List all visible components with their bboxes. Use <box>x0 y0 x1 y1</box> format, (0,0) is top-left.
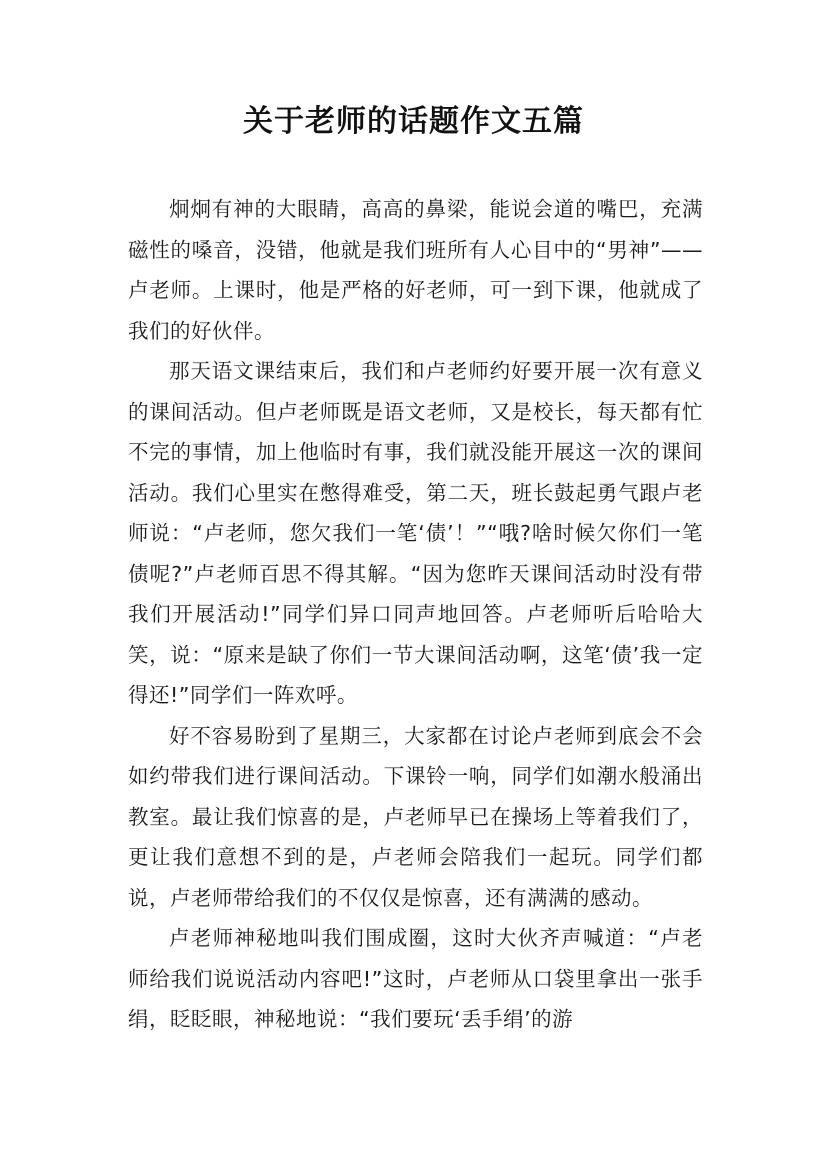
article-body <box>128 189 703 1040</box>
page-title: 关于老师的话题作文五篇 <box>243 104 584 139</box>
paragraph-2: 那天语文课结束后，我们和卢老师约好要开展一次有意义的课间活动。但卢老师既是语文老师，又是校长，每天都有忙不完的事情，加上他临时有事，我们就没能开展这一次的课间活动。我们心里实在憋得难受，第二天，班长鼓起勇气跟卢老师说：“卢老师，您欠我们一笔‘债’！”“哦?啥时候欠你们一笔债呢?”卢老师百思不得其解。“因为您昨天课间活动时没有带我们开展活动!”同学们异口同声地回答。卢老师听后哈哈大笑，说：“原来是缺了你们一节大课间活动啊，这笔‘债’我一定得还!”同学们一阵欢呼。 <box>128 359 703 707</box>
paragraph-1: 炯炯有神的大眼睛，高高的鼻梁，能说会道的嘴巴，充满磁性的嗓音，没错，他就是我们班所有人心目中的“男神”——卢老师。上课时，他是严格的好老师，可一到下课，他就成了我们的好伙伴。 <box>128 197 703 343</box>
paragraph-4: 卢老师神秘地叫我们围成圈，这时大伙齐声喊道：“卢老师给我们说说活动内容吧!”这时，卢老师从口袋里拿出一张手绢，眨眨眼，神秘地说：“我们要玩‘丢手绢’的游 <box>128 926 703 1031</box>
paragraph-3: 好不容易盼到了星期三，大家都在讨论卢老师到底会不会如约带我们进行课间活动。下课铃一响，同学们如潮水般涌出教室。最让我们惊喜的是，卢老师早已在操场上等着我们了，更让我们意想不到的是，卢老师会陪我们一起玩。同学们都说，卢老师带给我们的不仅仅是惊喜，还有满满的感动。 <box>128 723 703 910</box>
